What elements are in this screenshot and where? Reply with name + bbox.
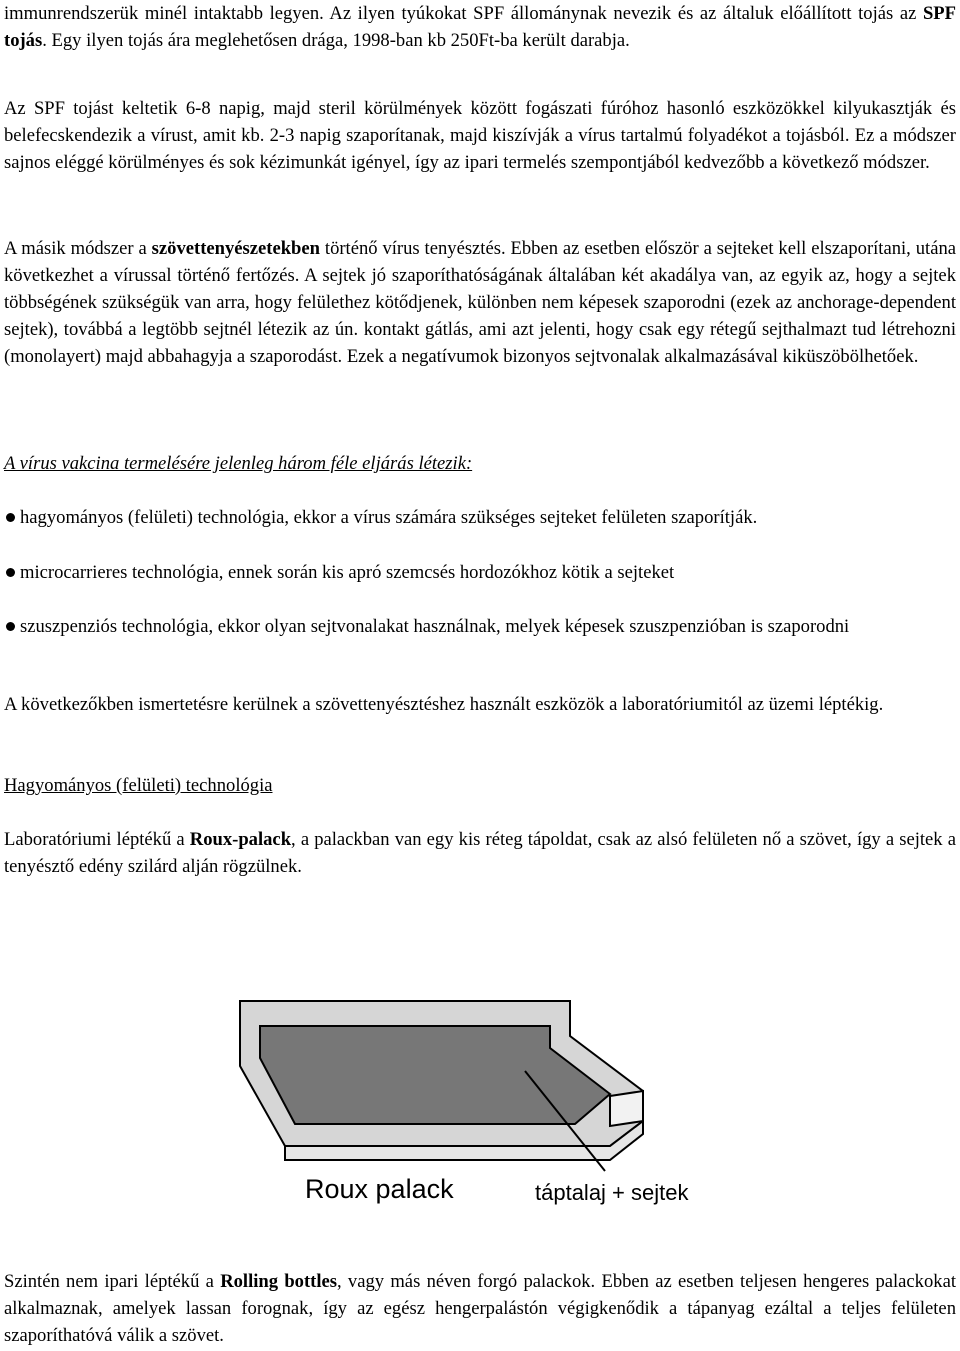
bold-term: SPF tojás [4,3,956,51]
section-heading-methods [4,450,956,477]
roux-flask-figure [195,916,765,1246]
text: A másik módszer a [4,238,152,259]
text: . Egy ilyen tojás ára meglehetősen drága, 1998-ban kb 250Ft-ba került darabja. [42,30,630,51]
flask-neck [610,1091,643,1126]
bullet-icon [6,568,15,577]
section-heading-traditional [4,772,956,799]
paragraph-spf-process [4,95,956,176]
figure-label-medium: táptalaj + sejtek [535,1180,689,1205]
figure-label-flask: Roux palack [305,1174,454,1204]
bullet-icon [6,513,15,522]
bold-term: Roux-palack [189,829,292,850]
text: Szintén nem ipari léptékű a [4,1271,221,1292]
text: , a palackban van egy kis réteg tápoldat, csak az alsó felületen nő a szövet, így a sejtek a tenyésztő edény szilárd alján rögzülnek. [4,829,956,877]
list-item [4,559,956,586]
text: immunrendszerük minél intaktabb legyen. Az ilyen tyúkokat SPF állománynak nevezik és az általuk előállított tojás az [4,3,923,24]
heading-text: Hagyományos (felületi) technológia [4,775,273,796]
bold-term: szövettenyészetekben [151,238,320,259]
text: történő vírus tenyésztés. Ebben az esetben először a sejteket kell elszaporítani, utána következhet a vírussal történő fertőzés. A sejtek jó szaporíthatóságának általában két akadálya van, az egyik az, hogy a sejtek többségének szükségük van arra, hogy felülethez kötődjenek, különben nem képesek szaporodni (ezek az anchorage-dependent sejtek), továbbá a legtöbb sejtnél létezik az ún. kontakt gátlás, ami azt jelenti, hogy csak egy rétegű sejthalmazt tud létrehozni (monolayert) majd abbahagyja a szaporodást. Ezek a negatívumok bizonyos sejtvonalak alkalmazásával kiküszöbölhetőek. [4,238,957,367]
paragraph-spf-intro [4,0,956,54]
paragraph-rolling-bottles [4,1268,956,1349]
paragraph-tissue-culture [4,235,956,370]
paragraph-roux-flask [4,826,956,880]
list-item-text: microcarrieres technológia, ennek során kis apró szemcsés hordozókhoz kötik a sejteket [20,562,675,583]
list-item [4,504,956,531]
paragraph-text: Az SPF tojást keltetik 6-8 napig, majd steril körülmények között fogászati fúróhoz hasonló eszközökkel kilyukasztják és belefecskendezik a vírust, amit kb. 2-3 napig szaporítanak, majd kiszívják a vírus tartalmú folyadékot a tojásból. Ez a módszer sajnos eléggé körülményes és sok kézimunkát igényel, így az ipari termelés szempontjából kedvezőbb a következő módszer. [4,98,956,173]
list-item-text: hagyományos (felületi) technológia, ekkor a vírus számára szükséges sejteket felületen szaporítják. [20,507,758,528]
paragraph-equipment [4,691,956,718]
text: Laboratóriumi léptékű a [4,829,190,850]
paragraph-text: A következőkben ismertetésre kerülnek a szövettenyésztéshez használt eszközök a laboratóriumitól az üzemi léptékig. [4,694,884,715]
bold-term: Rolling bottles [220,1271,338,1292]
list-item-text: szuszpenziós technológia, ekkor olyan sejtvonalakat használnak, melyek képesek szuszpenzióban is szaporodni [20,616,850,637]
text: , vagy más néven forgó palackok. Ebben az esetben teljesen hengeres palackokat alkalmaznak, amelyek lassan forognak, így az egész hengerpalástón végigkenődik a tápanyag ezáltal a teljes felületen szaporíthatóvá válik a szövet. [4,1271,956,1346]
heading-text: A vírus vakcina termelésére jelenleg három féle eljárás létezik: [4,453,473,474]
list-item [4,613,956,640]
roux-flask-illustration [195,916,765,1246]
bullet-icon [6,622,15,631]
